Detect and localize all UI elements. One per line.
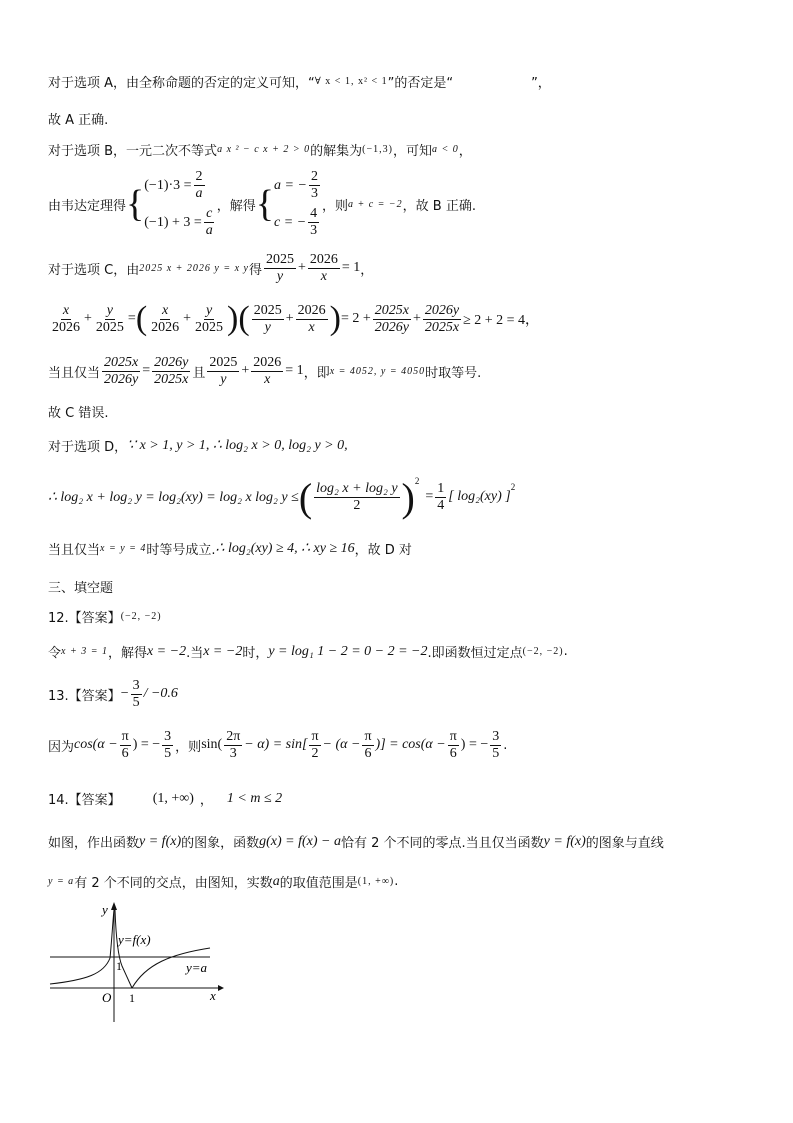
den: 6	[364, 745, 372, 761]
text: ，则	[321, 198, 348, 214]
text: ，	[458, 144, 472, 159]
num: 2	[310, 169, 318, 184]
text: 如图，作出函数	[48, 836, 140, 851]
num: 2025	[253, 302, 282, 318]
den: 6	[449, 745, 457, 761]
formula: − α) = sin[	[244, 737, 308, 752]
answer-value: (1, +∞)	[152, 790, 194, 806]
formula: ) = −	[132, 737, 161, 752]
curve-right-branch-near-origin	[115, 910, 132, 988]
q12-solution	[48, 642, 568, 661]
x-tick-1: 1	[129, 991, 135, 1005]
brace-left: {	[255, 183, 275, 225]
formula: g(x) = f(x) − a	[259, 833, 341, 849]
den: 2026y	[374, 319, 409, 335]
den: y	[264, 319, 271, 335]
op: +	[241, 363, 250, 378]
num: 2	[195, 169, 203, 184]
paren: )	[329, 300, 341, 337]
num: 2026	[297, 302, 326, 318]
den: 2025	[195, 319, 224, 335]
line-label: y=a	[186, 960, 208, 975]
option-b-line	[48, 140, 472, 159]
x-axis-label: x	[210, 988, 216, 1003]
num: 3	[164, 728, 172, 744]
formula: x = −2	[146, 643, 187, 659]
solution-system	[274, 169, 322, 239]
answer-label: 13.【答案】	[48, 688, 121, 704]
den: 5	[492, 745, 500, 761]
formula: (−1,3)	[362, 144, 393, 155]
num: π	[449, 728, 457, 744]
formula: − (α −	[322, 737, 361, 752]
text: 对于选项 D，	[48, 440, 128, 455]
formula: ∴ log₂(xy) ≥ 4, ∴ xy ≥ 16	[215, 541, 355, 556]
formula: ) = −	[460, 737, 489, 752]
q13-solution	[48, 722, 507, 768]
num: y	[205, 302, 213, 318]
option-b-vieta	[48, 166, 476, 242]
answer-label: 14.【答案】	[48, 793, 121, 808]
num: π	[364, 728, 372, 744]
num: log₂ x + log₂ y	[316, 480, 398, 496]
formula: ∀ x < 1, x² < 1	[314, 76, 388, 87]
text: .即函数恒过定点	[427, 646, 523, 661]
text: 对于选项 C，由	[48, 262, 140, 278]
text: ，则	[175, 739, 202, 755]
text: 得	[248, 262, 262, 278]
eq: (−1)·3 =	[144, 177, 192, 193]
den: 2	[311, 745, 319, 761]
text: 当且仅当	[48, 543, 101, 558]
num: x	[62, 302, 70, 318]
op: =	[142, 363, 151, 378]
text: ”，	[531, 76, 551, 91]
section-heading: 三、填空题	[48, 581, 114, 596]
brace-left: {	[126, 183, 145, 225]
num: 2π	[226, 728, 241, 744]
y-axis-label: y	[102, 902, 108, 917]
text: .当	[186, 646, 204, 661]
formula: a	[272, 873, 280, 889]
den: x	[264, 371, 271, 387]
den: 2025	[95, 319, 124, 335]
x-axis-arrow-icon	[218, 985, 224, 991]
text: ，解得	[107, 646, 147, 661]
y-tick-1: 1	[116, 959, 122, 973]
formula: x = −2	[203, 643, 243, 659]
text: ，	[199, 793, 213, 808]
eq: (−1) + 3 =	[144, 214, 202, 230]
den: y	[276, 268, 284, 284]
option-c-conclusion: 故 C 错误.	[48, 406, 109, 421]
formula: x = 4052, y = 4050	[329, 365, 426, 377]
den: x	[308, 319, 315, 335]
formula: [ log₂(xy) ]	[448, 489, 511, 504]
formula: y = log₁ 1 − 2 = 0 − 2 = −2	[268, 643, 428, 659]
formula: ∴ log₂ x + log₂ y = log₂(xy) = log₂ x log₂ y ≤	[48, 489, 299, 505]
num: 2026y	[154, 354, 189, 370]
op: −	[120, 686, 129, 701]
text: .	[503, 737, 508, 753]
answer-value: (−2, −2)	[120, 611, 162, 622]
den: 2026	[151, 319, 180, 335]
answer-label: 12.【答案】	[48, 611, 121, 626]
num: 2025	[265, 251, 294, 267]
answer-value: / −0.6	[143, 686, 178, 701]
text: 的图象，函数	[181, 836, 260, 851]
exponent: 2	[510, 482, 516, 492]
den: 3	[229, 745, 237, 761]
den: 3	[310, 186, 318, 201]
formula: a + c = −2	[347, 198, 403, 210]
q14-solution-line1	[48, 832, 664, 851]
text: 令	[48, 646, 62, 661]
option-a-conclusion: 故 A 正确.	[48, 113, 109, 128]
option-d-equality	[48, 539, 412, 558]
den: a	[205, 223, 213, 238]
den: 2025x	[424, 319, 460, 335]
q14-solution-line2	[48, 872, 398, 891]
num: 2025	[209, 354, 238, 370]
text: ”的否定是“	[387, 76, 454, 91]
den: 6	[121, 745, 129, 761]
eq: a = −	[274, 177, 307, 193]
text: 且	[192, 365, 206, 381]
option-d-inequality	[48, 472, 515, 522]
option-a-line	[48, 72, 551, 91]
formula: (1, +∞)	[357, 876, 395, 887]
den: 5	[132, 694, 140, 710]
den: 4	[437, 497, 445, 513]
q13-answer	[48, 676, 178, 712]
op: = 2 +	[340, 311, 371, 326]
text: .	[563, 644, 568, 659]
option-c-equality	[48, 350, 481, 392]
num: y	[106, 302, 114, 318]
op: ≥ 2 + 2 = 4，	[463, 313, 540, 328]
den: x	[320, 268, 327, 284]
op: +	[297, 260, 306, 275]
text: 恰有 2 个不同的零点.当且仅当函数	[341, 836, 544, 851]
num: 3	[492, 728, 500, 744]
text: 对于选项 B，一元二次不等式	[48, 144, 218, 159]
option-c-derivation: $\frac{x}{2026}$ + $\frac{y}{2025}$ = ( $\frac{x}{2026}$ + $\frac{y}{2025}$ )( $\frac{2025}{y}$ + $\frac{2026}{x}$ ) = 2 + $\frac{2025x}{2026y}$ + $\frac{2026y}{2025x}$ ≥ 2 + 2 = 4，	[52, 300, 540, 337]
text: ，解得	[216, 198, 256, 214]
num: 3	[132, 677, 140, 693]
num: 2025x	[104, 354, 139, 370]
num: π	[121, 728, 129, 744]
den: 2026	[52, 319, 80, 335]
formula: a x ² − c x + 2 > 0	[217, 144, 311, 155]
formula: x = y = 4	[100, 543, 147, 554]
text: ，	[360, 262, 374, 278]
text: 的取值范围是	[279, 876, 358, 891]
den: 3	[310, 223, 318, 238]
y-axis-arrow-icon	[111, 902, 117, 910]
text: 有 2 个不同的交点，由图知，实数	[74, 876, 273, 891]
text: 由韦达定理得	[48, 198, 127, 214]
num: 2026y	[424, 302, 460, 318]
paren: )(	[227, 300, 250, 337]
formula: )] = cos(α −	[375, 737, 446, 752]
den: a	[195, 186, 203, 201]
eq: c = −	[274, 214, 307, 230]
num: 2025x	[374, 302, 409, 318]
op: = 1	[341, 260, 361, 275]
num: 2026	[309, 251, 338, 267]
formula: x + 3 = 1	[61, 646, 108, 657]
den: 2025x	[154, 371, 189, 387]
den: 2	[353, 497, 361, 513]
text: ，故 D 对	[354, 543, 412, 558]
text: 时等号成立.	[146, 543, 216, 558]
den: 5	[164, 745, 172, 761]
den: 2026y	[104, 371, 139, 387]
formula: cos(α −	[74, 737, 118, 752]
formula: 2025 x + 2026 y = x y	[139, 262, 249, 274]
formula: y = f(x)	[543, 833, 586, 849]
formula: (−2, −2)	[522, 646, 564, 657]
curve-left-branch	[50, 910, 114, 984]
curve-label: y=f(x)	[118, 932, 151, 947]
text: 因为	[48, 739, 75, 755]
equation-system	[144, 169, 217, 239]
formula: y = a	[48, 876, 75, 887]
text: 时，	[242, 646, 269, 661]
op: =	[425, 489, 434, 504]
num: 2026	[253, 354, 282, 370]
text: ，即	[303, 365, 330, 381]
q14-answer	[48, 789, 282, 808]
paren: )	[401, 474, 415, 520]
paren: (	[298, 474, 313, 520]
text: 当且仅当	[48, 365, 101, 381]
num: π	[311, 728, 319, 744]
text: ，可知	[392, 144, 432, 159]
formula: sin(	[201, 737, 223, 752]
num: c	[206, 206, 213, 221]
num: 1	[437, 480, 445, 496]
den: y	[220, 371, 227, 387]
num: 4	[310, 206, 318, 221]
option-c-line	[48, 248, 373, 288]
answer-value: 1 < m ≤ 2	[226, 790, 283, 806]
q12-answer	[48, 607, 162, 626]
text: 时取等号.	[425, 365, 482, 381]
function-graph	[46, 898, 226, 1028]
text: 对于选项 A，由全称命题的否定的定义可知，“	[48, 76, 315, 91]
formula: ∵ x > 1, y > 1, ∴ log₂ x > 0, log₂ y > 0,	[127, 438, 348, 453]
text: .	[394, 874, 399, 889]
text: 的图象与直线	[585, 836, 664, 851]
origin-label: O	[102, 990, 112, 1005]
formula: y = f(x)	[139, 833, 182, 849]
exponent: 2	[414, 476, 420, 486]
text: ，故 B 正确.	[402, 198, 476, 214]
op: = 1	[285, 363, 304, 378]
num: x	[162, 302, 169, 318]
text: 的解集为	[310, 144, 363, 159]
formula: a < 0	[431, 144, 459, 155]
paren: (	[135, 300, 148, 337]
option-d-line	[48, 436, 348, 455]
